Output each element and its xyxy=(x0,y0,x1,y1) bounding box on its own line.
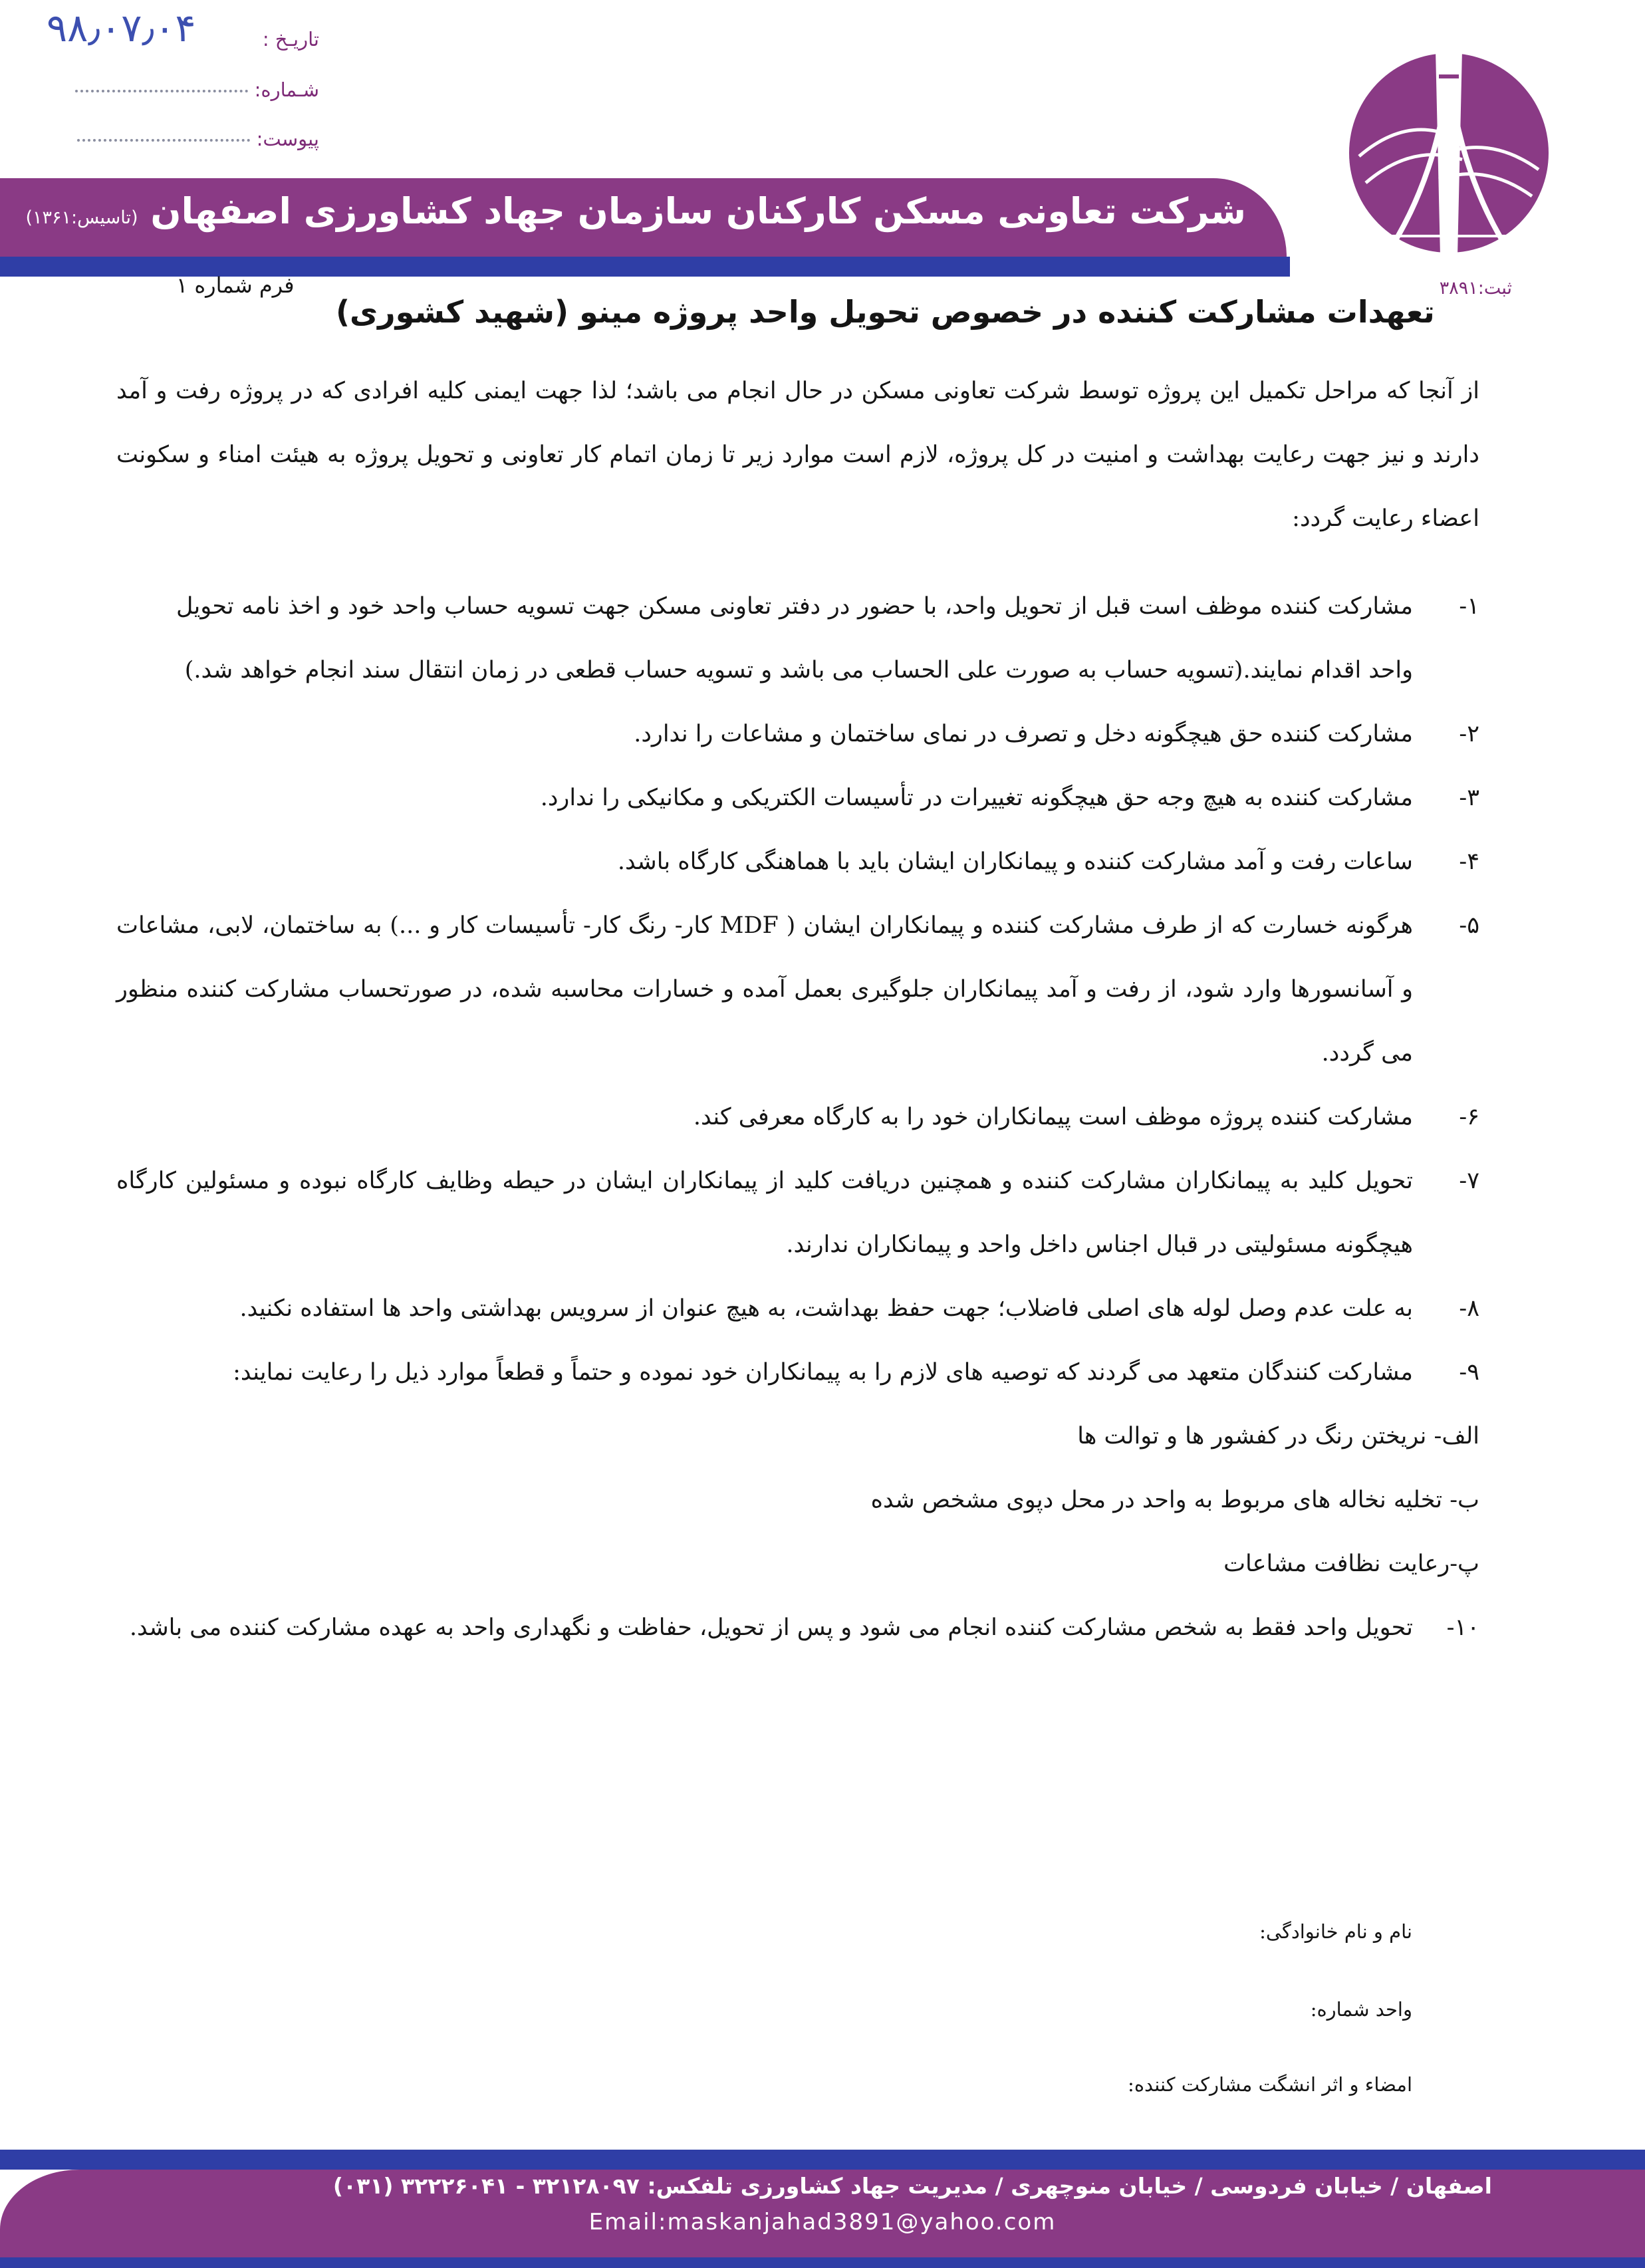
list-item xyxy=(116,1340,1479,1404)
list-item xyxy=(116,894,1479,1085)
date-label: تاریـخ : xyxy=(262,28,319,51)
item-text: مشارکت کننده حق هیچگونه دخل و تصرف در نمای ساختمان و مشاعات را ندارد. xyxy=(634,721,1413,747)
item-text: مشارکت کنندگان متعهد می گردند که توصیه های لازم را به پیمانکاران خود نموده و حتماً و قطعاً موارد ذیل را رعایت نمایند: xyxy=(233,1359,1413,1386)
item-number: ۹- xyxy=(1459,1359,1479,1386)
company-logo xyxy=(1346,37,1552,283)
document-body xyxy=(116,359,1479,1660)
handwritten-date: ۹۸٫۰۷٫۰۴ xyxy=(47,5,196,51)
footer-bottom-stripe xyxy=(0,2257,1645,2268)
item-number: ۲- xyxy=(1459,721,1479,747)
document-title: تعهدات مشارکت کننده در خصوص تحویل واحد پروژه مینو (شهید کشوری) xyxy=(336,294,1435,330)
item-number: ۴- xyxy=(1459,848,1479,875)
footer-email: Email:maskanjahad3891@yahoo.com xyxy=(588,2209,1057,2235)
company-name-text: شرکت تعاونی مسکن کارکنان سازمان جهاد کشاورزی اصفهان xyxy=(150,190,1246,232)
list-item xyxy=(116,1596,1479,1660)
item-text: تحویل واحد فقط به شخص مشارکت کننده انجام می شود و پس از تحویل، حفاظت و نگهداری واحد به عهده مشارکت کننده می باشد. xyxy=(129,1614,1413,1641)
unit-number-label: واحد شماره: xyxy=(1310,1998,1412,2021)
sub-item-b: ب- تخلیه نخاله های مربوط به واحد در محل دپوی مشخص شده xyxy=(870,1487,1479,1513)
registration-number: ثبت:۳۸۹۱ xyxy=(1439,278,1512,299)
intro-paragraph: از آنجا که مراحل تکمیل این پروژه توسط شرکت تعاونی مسکن در حال انجام می باشد؛ لذا جهت ایمنی کلیه افرادی که در پروژه رفت و آمد دارند و نیز جهت رعایت بهداشت و امنیت در کل پروژه، لازم است موارد زیر تا زمان اتمام کار تعاونی و تحویل پروژه به هیئت امناء و سکونت اعضاء رعایت گردد: xyxy=(116,378,1479,532)
item-number: ۵- xyxy=(1459,912,1479,939)
item-number: ۱- xyxy=(1459,593,1479,620)
item-number: ۳- xyxy=(1459,785,1479,811)
item-text: ساعات رفت و آمد مشارکت کننده و پیمانکاران ایشان باید با هماهنگی کارگاه باشد. xyxy=(617,848,1413,875)
number-label: شـماره: xyxy=(254,78,319,101)
footer-blue-stripe xyxy=(0,2150,1645,2170)
item-text: مشارکت کننده به هیچ وجه حق هیچگونه تغییرات در تأسیسات الکتریکی و مکانیکی را ندارد. xyxy=(540,785,1413,811)
number-field xyxy=(40,78,319,101)
item-number: ۱۰- xyxy=(1446,1614,1479,1641)
item-number: ۸- xyxy=(1459,1295,1479,1322)
sub-item-p: پ-رعایت نظافت مشاعات xyxy=(1223,1551,1479,1577)
signature-label: امضاء و اثر انشگت مشارکت کننده: xyxy=(1128,2073,1412,2096)
company-name xyxy=(25,190,1246,232)
item-text: به علت عدم وصل لوله های اصلی فاضلاب؛ جهت حفظ بهداشت، به هیچ عنوان از سرویس بهداشتی واحد ها استفاده نکنید. xyxy=(239,1295,1413,1322)
item-text: مشارکت کننده موظف است قبل از تحویل واحد، با حضور در دفتر تعاونی مسکن جهت تسویه حساب واحد خود و اخذ نامه تحویل واحد اقدام نمایند.(تسویه حساب به صورت علی الحساب می باشد و تسویه حساب قطعی در زمان انتقال سند انجام خواهد شد.) xyxy=(176,593,1413,684)
item-text: تحویل کلید به پیمانکاران مشارکت کننده و همچنین دریافت کلید از پیمانکاران ایشان در حیطه وظایف کارگاه نبوده و مسئولین کارگاه هیچگونه مسئولیتی در قبال اجناس داخل واحد و پیمانکاران ندارند. xyxy=(116,1168,1413,1258)
list-item xyxy=(116,1149,1479,1277)
list-item xyxy=(116,830,1479,894)
footer-address: اصفهان / خیابان فردوسی / خیابان منوچهری / مدیریت جهاد کشاورزی تلفکس: ۳۲۱۲۸۰۹۷ - ۳۲۲۲۶۰۴۱ (۰۳۱) xyxy=(332,2173,1492,2199)
list-item xyxy=(116,1277,1479,1340)
attachment-field xyxy=(40,128,319,150)
number-dotted-line xyxy=(75,90,248,92)
item-number: ۶- xyxy=(1459,1104,1479,1130)
list-item xyxy=(116,574,1479,702)
founded-year: (تاسیس:۱۳۶۱) xyxy=(25,207,138,228)
attachment-dotted-line xyxy=(77,139,250,142)
sub-item-a: الف- نریختن رنگ در کفشور ها و توالت ها xyxy=(1077,1423,1479,1449)
item-text: هرگونه خسارت که از طرف مشارکت کننده و پیمانکاران ایشان ( MDF کار- رنگ کار- تأسیسات کار و ...) به ساختمان، لابی، مشاعات و آسانسورها وارد شود، از رفت و آمد پیمانکاران جلوگیری بعمل آمده و خسارات محاسبه شده، در صورتحساب مشارکت کننده منظور می گردد. xyxy=(116,912,1413,1067)
form-number: فرم شماره ۱ xyxy=(176,273,295,298)
name-label: نام و نام خانوادگی: xyxy=(1259,1920,1412,1943)
item-text: مشارکت کننده پروژه موظف است پیمانکاران خود را به کارگاه معرفی کند. xyxy=(693,1104,1413,1130)
list-item xyxy=(116,1085,1479,1149)
list-item xyxy=(116,702,1479,766)
item-number: ۷- xyxy=(1459,1168,1479,1194)
attachment-label: پیوست: xyxy=(256,128,319,150)
list-item xyxy=(116,766,1479,830)
logo-tower-icon xyxy=(1346,37,1552,283)
